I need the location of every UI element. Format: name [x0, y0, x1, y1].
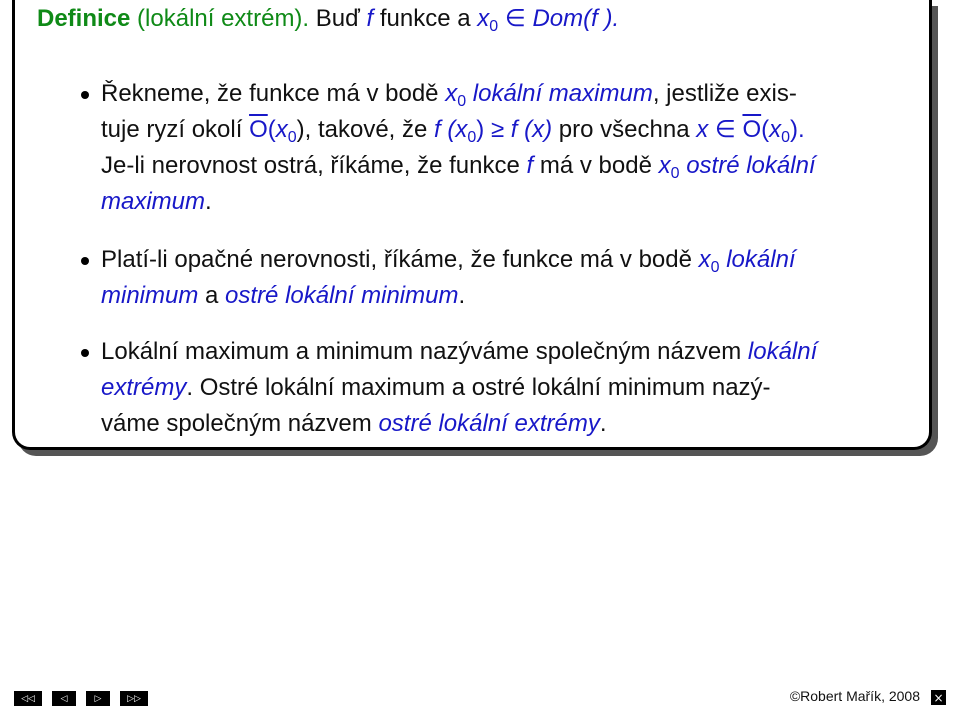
b1-line-2: tuje ryzí okolí $\overline{O}(x_0)$, takové, že f $(x_0) \ge f$ (x) pro všechna x ∈ $\overline{O}(x_0)$.: [101, 116, 805, 146]
intro-text-2: funkce a: [379, 5, 471, 32]
next-page-button[interactable]: ▷: [86, 691, 110, 706]
intro-text: Buď: [315, 5, 360, 32]
b2-line-2: minimum a ostré lokální minimum.: [101, 282, 466, 309]
definition-box: [12, 0, 932, 450]
definition-heading: [37, 4, 619, 33]
math-f: f: [366, 5, 374, 32]
bullet-dot: [81, 349, 89, 357]
math-sub: 0: [489, 18, 499, 35]
b3-line-2: extrémy. Ostré lokální maximum a ostré lokální minimum nazý-: [101, 374, 771, 401]
first-page-button[interactable]: ◁◁: [14, 691, 42, 706]
navigation-bar: [14, 691, 148, 705]
math-elem: ∈: [504, 5, 526, 32]
bullet-local-maximum: [101, 76, 941, 220]
heading-word: Definice: [37, 5, 131, 32]
b2-line-1: Platí-li opačné nerovnosti, říkáme, že funkce má v bodě $x_0$ lokální: [101, 246, 796, 276]
bullet-local-extrema: [101, 334, 941, 442]
b3-line-3: váme společným názvem ostré lokální extrémy.: [101, 410, 607, 437]
bullet-local-minimum: [101, 242, 941, 314]
b1-line-1: Řekneme, že funkce má v bodě $x_0$ lokální maximum, jestliže exis-: [101, 80, 797, 110]
last-page-button[interactable]: ▷▷: [120, 691, 148, 706]
b1-line-4: maximum.: [101, 188, 212, 215]
bullet-dot: [81, 91, 89, 99]
previous-page-button[interactable]: ◁: [52, 691, 76, 706]
math-x: x: [477, 5, 490, 32]
math-dom: Dom(f ).: [532, 5, 620, 32]
b3-line-1: Lokální maximum a minimum nazýváme společným názvem lokální: [101, 338, 818, 365]
bullet-dot: [81, 257, 89, 265]
copyright-text: ©Robert Mařík, 2008: [789, 688, 920, 704]
heading-note: (lokální extrém).: [137, 5, 310, 32]
close-button[interactable]: ×: [931, 690, 946, 705]
b1-line-3: Je-li nerovnost ostrá, říkáme, že funkce f má v bodě $x_0$ ostré lokální: [101, 152, 816, 182]
